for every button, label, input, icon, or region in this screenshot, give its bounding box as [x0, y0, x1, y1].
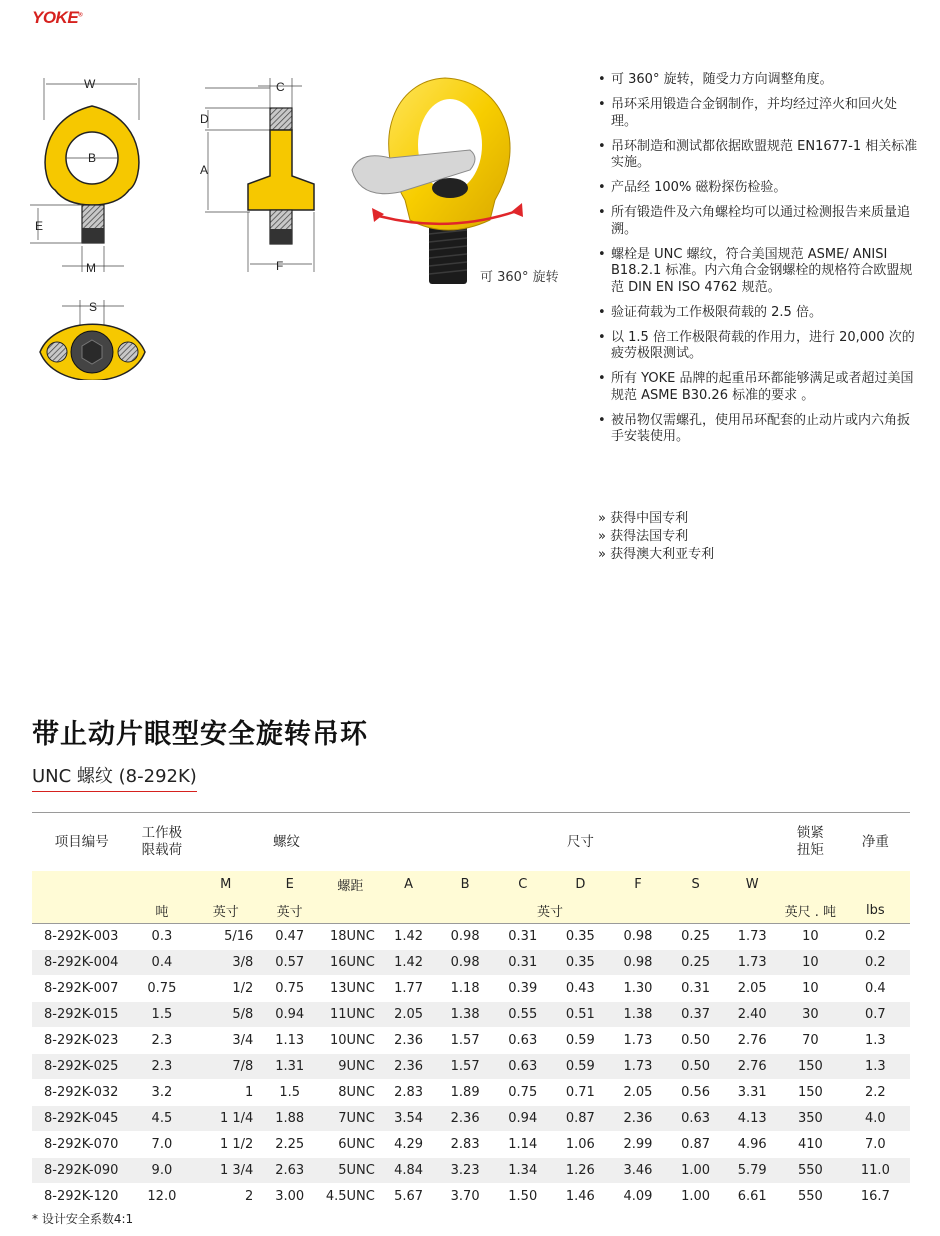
patent-item: » 获得中国专利 [598, 511, 689, 526]
table-row [32, 1028, 910, 1054]
feature-item: • 可 360° 旋转，随受力方向调整角度。 [598, 72, 918, 89]
cell-dim-d: 0.35 [552, 950, 610, 976]
cell-wll: 0.75 [132, 976, 193, 1002]
dim-d: D [200, 112, 209, 126]
yoke-logo [32, 8, 82, 28]
dim-b: B [88, 151, 97, 165]
table-row [32, 976, 910, 1002]
cell-dim-d: 1.46 [552, 1184, 610, 1210]
cell-dim-w: 6.61 [724, 1184, 780, 1210]
cell-dim-b: 3.70 [436, 1184, 494, 1210]
cell-dim-w: 2.05 [724, 976, 780, 1002]
cell-dim-d: 0.51 [552, 1002, 610, 1028]
cell-item-no: 8-292K-007 [32, 976, 132, 1002]
cell-weight: 0.4 [841, 976, 910, 1002]
cell-dim-b: 3.23 [436, 1158, 494, 1184]
cell-pitch: 13UNC [320, 976, 381, 1002]
cell-dim-f: 0.98 [609, 950, 667, 976]
cell-dim-f: 2.05 [609, 1080, 667, 1106]
sub-m: M [192, 871, 259, 897]
cell-weight: 0.7 [841, 1002, 910, 1028]
top-view-drawing [40, 300, 145, 380]
cell-wll: 12.0 [132, 1184, 193, 1210]
cell-weight: 0.2 [841, 950, 910, 976]
cell-dim-w: 5.79 [724, 1158, 780, 1184]
cell-dim-d: 0.35 [552, 924, 610, 950]
cell-dim-d: 0.71 [552, 1080, 610, 1106]
brand-mark: ® [78, 12, 83, 19]
spec-table-body [32, 924, 910, 1210]
cell-pitch: 8UNC [320, 1080, 381, 1106]
cell-thread-m: 5/16 [192, 924, 259, 950]
cell-item-no: 8-292K-004 [32, 950, 132, 976]
header-item-no: 项目编号 [54, 833, 109, 850]
table-row [32, 1132, 910, 1158]
cell-wll: 2.3 [132, 1028, 193, 1054]
footnote: * 设计安全系数4:1 [32, 1212, 134, 1226]
cell-wll: 3.2 [132, 1080, 193, 1106]
feature-item: • 被吊物仅需螺孔，使用吊环配套的止动片或内六角扳手安装使用。 [598, 413, 918, 446]
table-header-row [32, 813, 910, 872]
cell-weight: 1.3 [841, 1028, 910, 1054]
cell-dim-a: 1.42 [381, 924, 437, 950]
cell-thread-m: 7/8 [192, 1054, 259, 1080]
cell-dim-a: 2.05 [381, 1002, 437, 1028]
cell-pitch: 16UNC [320, 950, 381, 976]
side-view-drawing [200, 78, 314, 273]
cell-thread-e: 0.94 [259, 1002, 320, 1028]
cell-dim-s: 0.63 [667, 1106, 725, 1132]
cell-thread-m: 1 [192, 1080, 259, 1106]
dim-e: E [35, 219, 44, 233]
cell-dim-f: 2.99 [609, 1132, 667, 1158]
patent-item: » 获得法国专利 [598, 529, 689, 544]
cell-item-no: 8-292K-090 [32, 1158, 132, 1184]
sub-d: D [552, 871, 610, 897]
unit-weight: lbs [841, 897, 910, 924]
cell-wll: 4.5 [132, 1106, 193, 1132]
table-row [32, 1106, 910, 1132]
table-row [32, 924, 910, 950]
cell-thread-m: 1 1/2 [192, 1132, 259, 1158]
cell-dim-c: 0.63 [494, 1054, 552, 1080]
cell-dim-d: 0.59 [552, 1054, 610, 1080]
cell-torque: 10 [780, 976, 841, 1002]
cell-dim-b: 2.36 [436, 1106, 494, 1132]
cell-pitch: 5UNC [320, 1158, 381, 1184]
sub-pitch: 螺距 [320, 871, 381, 897]
cell-dim-a: 4.84 [381, 1158, 437, 1184]
cell-thread-e: 2.25 [259, 1132, 320, 1158]
header-thread: 螺纹 [273, 833, 301, 850]
cell-torque: 410 [780, 1132, 841, 1158]
cell-dim-s: 1.00 [667, 1184, 725, 1210]
cell-dim-a: 2.83 [381, 1080, 437, 1106]
cell-item-no: 8-292K-070 [32, 1132, 132, 1158]
cell-dim-f: 1.73 [609, 1028, 667, 1054]
cell-weight: 2.2 [841, 1080, 910, 1106]
cell-dim-a: 1.77 [381, 976, 437, 1002]
sub-c: C [494, 871, 552, 897]
cell-dim-f: 1.38 [609, 1002, 667, 1028]
cell-dim-f: 2.36 [609, 1106, 667, 1132]
cell-dim-c: 0.31 [494, 924, 552, 950]
feature-list [598, 72, 918, 454]
cell-item-no: 8-292K-003 [32, 924, 132, 950]
cell-dim-c: 1.14 [494, 1132, 552, 1158]
cell-item-no: 8-292K-015 [32, 1002, 132, 1028]
header-torque-line2: 扭矩 [796, 842, 824, 858]
header-dimensions: 尺寸 [566, 833, 594, 850]
header-wll-line2: 限载荷 [141, 842, 183, 858]
cell-pitch: 7UNC [320, 1106, 381, 1132]
cell-wll: 2.3 [132, 1054, 193, 1080]
cell-dim-f: 1.73 [609, 1054, 667, 1080]
cell-dim-f: 1.30 [609, 976, 667, 1002]
cell-dim-a: 4.29 [381, 1132, 437, 1158]
cell-dim-b: 1.89 [436, 1080, 494, 1106]
cell-weight: 1.3 [841, 1054, 910, 1080]
cell-weight: 4.0 [841, 1106, 910, 1132]
feature-item: • 验证荷载为工作极限荷载的 2.5 倍。 [598, 305, 918, 322]
cell-thread-e: 1.88 [259, 1106, 320, 1132]
sub-w: W [724, 871, 780, 897]
cell-dim-s: 0.25 [667, 924, 725, 950]
table-subheader-row [32, 871, 910, 897]
cell-torque: 550 [780, 1158, 841, 1184]
feature-item: • 螺栓是 UNC 螺纹，符合美国规范 ASME/ ANISI B18.2.1 标准。内六角合金钢螺栓的规格符合欧盟规范 DIN EN ISO 4762 规范。 [598, 247, 918, 297]
cell-torque: 350 [780, 1106, 841, 1132]
cell-wll: 1.5 [132, 1002, 193, 1028]
cell-torque: 70 [780, 1028, 841, 1054]
dim-a: A [200, 163, 209, 177]
feature-item: • 吊环制造和测试都依据欧盟规范 EN1677-1 相关标准实施。 [598, 139, 918, 172]
cell-thread-m: 1/2 [192, 976, 259, 1002]
unit-torque: 英尺 . 吨 [780, 897, 841, 924]
sub-s: S [667, 871, 725, 897]
cell-dim-b: 1.38 [436, 1002, 494, 1028]
cell-dim-b: 1.18 [436, 976, 494, 1002]
cell-dim-c: 0.39 [494, 976, 552, 1002]
cell-weight: 11.0 [841, 1158, 910, 1184]
header-torque-line1: 锁紧 [796, 825, 824, 841]
header-wll-line1: 工作极 [141, 825, 183, 841]
unit-m: 英寸 [192, 897, 259, 924]
cell-dim-b: 1.57 [436, 1028, 494, 1054]
product-subtitle: UNC 螺纹 (8-292K) [32, 762, 197, 792]
sub-a: A [381, 871, 437, 897]
cell-dim-c: 0.63 [494, 1028, 552, 1054]
cell-thread-e: 0.75 [259, 976, 320, 1002]
cell-dim-a: 2.36 [381, 1028, 437, 1054]
cell-dim-d: 1.06 [552, 1132, 610, 1158]
cell-pitch: 10UNC [320, 1028, 381, 1054]
cell-thread-e: 2.63 [259, 1158, 320, 1184]
cell-item-no: 8-292K-025 [32, 1054, 132, 1080]
cell-wll: 0.4 [132, 950, 193, 976]
cell-dim-a: 3.54 [381, 1106, 437, 1132]
cell-dim-c: 1.50 [494, 1184, 552, 1210]
cell-dim-w: 1.73 [724, 924, 780, 950]
cell-torque: 150 [780, 1080, 841, 1106]
cell-dim-a: 1.42 [381, 950, 437, 976]
table-row [32, 1080, 910, 1106]
unit-e: 英寸 [259, 897, 320, 924]
cell-wll: 9.0 [132, 1158, 193, 1184]
cell-dim-c: 0.31 [494, 950, 552, 976]
cell-dim-d: 0.87 [552, 1106, 610, 1132]
feature-item: • 产品经 100% 磁粉探伤检验。 [598, 180, 918, 197]
table-row [32, 1054, 910, 1080]
cell-dim-d: 0.59 [552, 1028, 610, 1054]
dim-w: W [84, 77, 96, 91]
table-row [32, 1002, 910, 1028]
cell-dim-b: 1.57 [436, 1054, 494, 1080]
table-row [32, 950, 910, 976]
cell-dim-s: 0.50 [667, 1054, 725, 1080]
feature-item: • 吊环采用锻造合金钢制作，并均经过淬火和回火处理。 [598, 97, 918, 130]
front-view-drawing [30, 77, 139, 275]
cell-dim-a: 2.36 [381, 1054, 437, 1080]
cell-item-no: 8-292K-032 [32, 1080, 132, 1106]
sub-f: F [609, 871, 667, 897]
cell-dim-b: 0.98 [436, 924, 494, 950]
feature-item: • 所有锻造件及六角螺栓均可以通过检测报告来质量追溯。 [598, 205, 918, 238]
cell-thread-e: 1.5 [259, 1080, 320, 1106]
cell-thread-m: 3/8 [192, 950, 259, 976]
sub-b: B [436, 871, 494, 897]
cell-pitch: 18UNC [320, 924, 381, 950]
cell-pitch: 4.5UNC [320, 1184, 381, 1210]
cell-thread-e: 1.13 [259, 1028, 320, 1054]
cell-thread-e: 1.31 [259, 1054, 320, 1080]
table-units-row [32, 897, 910, 924]
cell-weight: 7.0 [841, 1132, 910, 1158]
dim-f: F [276, 259, 284, 273]
cell-dim-b: 2.83 [436, 1132, 494, 1158]
sub-e: E [259, 871, 320, 897]
cell-torque: 30 [780, 1002, 841, 1028]
cell-thread-m: 1 1/4 [192, 1106, 259, 1132]
patent-item: » 获得澳大利亚专利 [598, 547, 715, 562]
cell-item-no: 8-292K-023 [32, 1028, 132, 1054]
cell-dim-w: 4.13 [724, 1106, 780, 1132]
dim-c: C [276, 80, 285, 94]
brand-name: YOKE [32, 8, 79, 27]
cell-pitch: 6UNC [320, 1132, 381, 1158]
cell-pitch: 9UNC [320, 1054, 381, 1080]
header-torque [780, 813, 841, 872]
unit-wll: 吨 [132, 897, 193, 924]
rotation-caption: 可 360° 旋转 [480, 270, 559, 285]
cell-dim-b: 0.98 [436, 950, 494, 976]
cell-torque: 10 [780, 950, 841, 976]
cell-dim-a: 5.67 [381, 1184, 437, 1210]
cell-dim-w: 3.31 [724, 1080, 780, 1106]
cell-dim-w: 4.96 [724, 1132, 780, 1158]
cell-weight: 0.2 [841, 924, 910, 950]
feature-item: • 以 1.5 倍工作极限荷载的作用力，进行 20,000 次的疲劳极限测试。 [598, 330, 918, 363]
cell-dim-c: 0.55 [494, 1002, 552, 1028]
cell-torque: 550 [780, 1184, 841, 1210]
cell-dim-d: 0.43 [552, 976, 610, 1002]
cell-dim-f: 3.46 [609, 1158, 667, 1184]
cell-dim-f: 4.09 [609, 1184, 667, 1210]
patent-list [598, 510, 714, 564]
dim-m: M [86, 261, 96, 275]
technical-drawings [0, 60, 580, 380]
cell-dim-s: 0.87 [667, 1132, 725, 1158]
table-row [32, 1158, 910, 1184]
cell-item-no: 8-292K-120 [32, 1184, 132, 1210]
header-wll [132, 813, 193, 872]
cell-dim-w: 2.40 [724, 1002, 780, 1028]
cell-thread-m: 1 3/4 [192, 1158, 259, 1184]
product-title: 带止动片眼型安全旋转吊环 [32, 719, 368, 750]
cell-dim-w: 2.76 [724, 1054, 780, 1080]
cell-dim-c: 0.75 [494, 1080, 552, 1106]
product-photo-drawing [352, 78, 523, 284]
cell-pitch: 11UNC [320, 1002, 381, 1028]
cell-dim-f: 0.98 [609, 924, 667, 950]
spec-table [32, 812, 910, 1210]
cell-dim-s: 0.31 [667, 976, 725, 1002]
cell-dim-d: 1.26 [552, 1158, 610, 1184]
cell-thread-m: 2 [192, 1184, 259, 1210]
cell-dim-s: 1.00 [667, 1158, 725, 1184]
cell-dim-c: 1.34 [494, 1158, 552, 1184]
unit-dim: 英寸 [320, 897, 780, 924]
cell-weight: 16.7 [841, 1184, 910, 1210]
feature-item: • 所有 YOKE 品牌的起重吊环都能够满足或者超过美国规范 ASME B30.26 标准的要求 。 [598, 371, 918, 404]
header-weight: 净重 [861, 833, 889, 850]
cell-dim-w: 1.73 [724, 950, 780, 976]
cell-thread-m: 3/4 [192, 1028, 259, 1054]
cell-dim-s: 0.25 [667, 950, 725, 976]
cell-torque: 10 [780, 924, 841, 950]
cell-thread-e: 3.00 [259, 1184, 320, 1210]
cell-dim-w: 2.76 [724, 1028, 780, 1054]
cell-wll: 0.3 [132, 924, 193, 950]
cell-wll: 7.0 [132, 1132, 193, 1158]
cell-dim-s: 0.50 [667, 1028, 725, 1054]
cell-thread-e: 0.47 [259, 924, 320, 950]
dim-s: S [89, 300, 98, 314]
cell-dim-s: 0.37 [667, 1002, 725, 1028]
cell-thread-e: 0.57 [259, 950, 320, 976]
cell-item-no: 8-292K-045 [32, 1106, 132, 1132]
cell-dim-c: 0.94 [494, 1106, 552, 1132]
cell-torque: 150 [780, 1054, 841, 1080]
cell-thread-m: 5/8 [192, 1002, 259, 1028]
table-row [32, 1184, 910, 1210]
cell-dim-s: 0.56 [667, 1080, 725, 1106]
